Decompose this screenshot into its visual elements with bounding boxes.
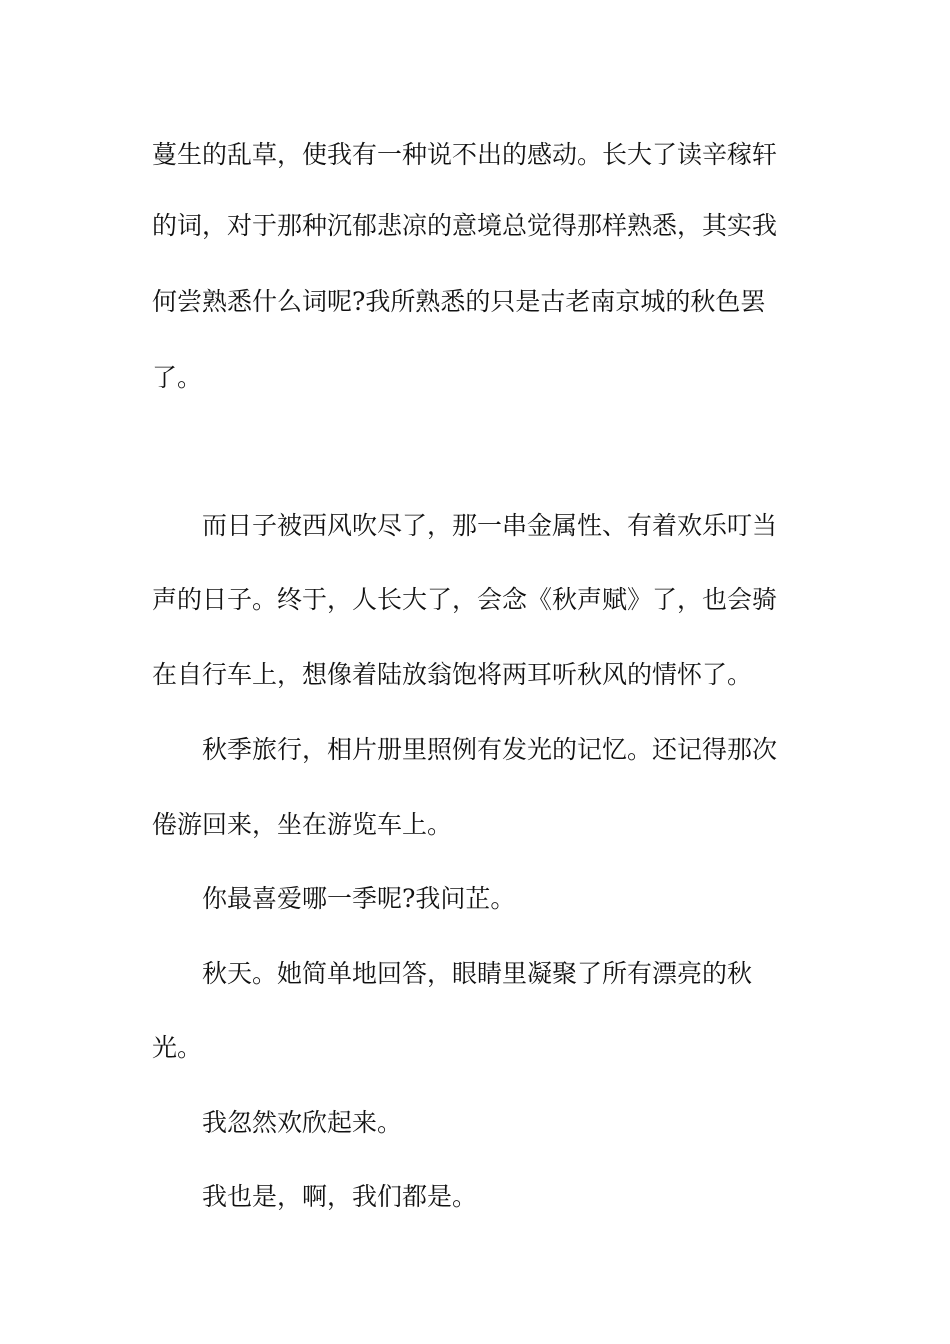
paragraph-first-line: 我忽然欢欣起来。 — [202, 1108, 403, 1137]
paragraph-first-line: 我也是，啊，我们都是。 — [202, 1182, 478, 1211]
paragraph-first-line: 秋天。她简单地回答，眼睛里凝聚了所有漂亮的秋 — [202, 959, 753, 988]
paragraph-first-line: 秋季旅行，相片册里照例有发光的记忆。还记得那次 — [202, 735, 778, 764]
text-line: 了。 — [152, 363, 203, 392]
text-line: 光。 — [152, 1033, 203, 1062]
text-line: 在自行车上，想像着陆放翁饱将两耳听秋风的情怀了。 — [152, 660, 753, 689]
text-line: 蔓生的乱草，使我有一种说不出的感动。长大了读辛稼轩 — [152, 140, 778, 169]
text-line: 何尝熟悉什么词呢?我所熟悉的只是古老南京城的秋色罢 — [152, 287, 766, 316]
text-line: 倦游回来，坐在游览车上。 — [152, 810, 453, 839]
text-line: 的词，对于那种沉郁悲凉的意境总觉得那样熟悉，其实我 — [152, 211, 778, 240]
paragraph-first-line: 你最喜爱哪一季呢?我问芷。 — [202, 884, 516, 913]
text-line: 声的日子。终于，人长大了，会念《秋声赋》了，也会骑 — [152, 585, 778, 614]
paragraph-first-line: 而日子被西风吹尽了，那一串金属性、有着欢乐叮当 — [202, 511, 778, 540]
